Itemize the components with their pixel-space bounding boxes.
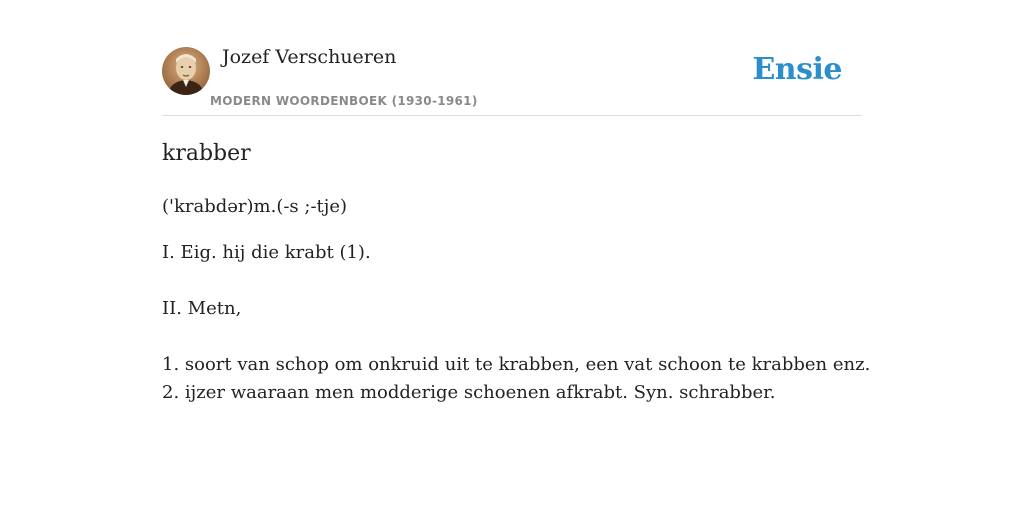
author-avatar[interactable] xyxy=(162,47,210,95)
author-name[interactable]: Jozef Verschueren xyxy=(222,46,397,68)
source-label: MODERN WOORDENBOEK (1930-1961) xyxy=(210,94,478,108)
definition-line: 1. soort van schop om onkruid uit te krabben, een vat schoon te krabben enz. xyxy=(162,354,871,375)
page-container xyxy=(162,0,871,512)
entry-pronunciation: ('krabdər)m.(-s ;-tje) xyxy=(162,196,348,217)
portrait-icon xyxy=(162,47,210,95)
ensie-logo[interactable]: Ensie xyxy=(752,52,842,87)
entry-headword: krabber xyxy=(162,141,251,166)
page-header xyxy=(162,0,862,116)
definition-line: 2. ijzer waaraan men modderige schoenen afkrabt. Syn. schrabber. xyxy=(162,382,776,403)
definition-line: II. Metn, xyxy=(162,298,242,319)
definition-line: I. Eig. hij die krabt (1). xyxy=(162,242,371,263)
